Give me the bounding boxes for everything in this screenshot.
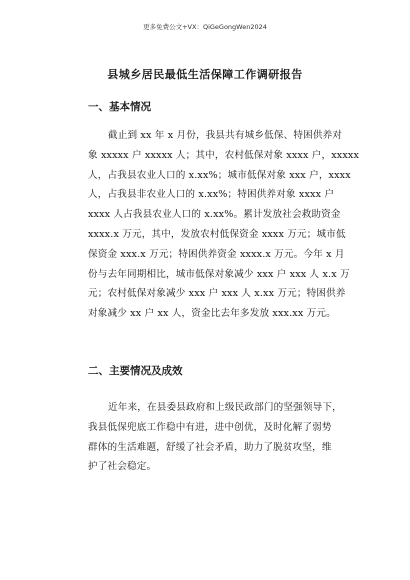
paragraph-line: 近年来，在县委县政府和上级民政部门的坚强领导下， [108,402,342,413]
paragraph-line: 截止到 xx 年 x 月份，我县共有城乡低保、特困供养对 [108,130,343,141]
paragraph-line: xxxx 人占我县农业人口的 x.xx%。累计发放社会救助资金 [88,209,341,221]
section2-paragraph [88,398,342,477]
paragraph-line: 保资金 xxx.x 万元；特困供养资金 xxxx.x 万元。今年 x 月 [88,248,345,260]
paragraph-line: 象 xxxxx 户 xxxxx 人；其中，农村低保对象 xxxx 户，xxxxx [88,149,360,161]
paragraph-line: 群体的生活难题，舒缓了社会矛盾，助力了脱贫攻坚，维 [88,441,332,453]
section-heading-basic-situation: 一、基本情况 [88,101,151,113]
paragraph-line: xxxx.x 万元，其中，发放农村低保资金 xxxx 万元；城市低 [88,228,346,240]
paragraph-line: 人，占我县非农业人口的 x.xx%；特困供养对象 xxxx 户 [88,189,335,201]
paragraph-line: 护了社会稳定。 [88,461,157,473]
paragraph-line: 元；农村低保对象减少 xxx 户 xxx 人 x.xx 万元；特困供养 [88,288,346,300]
header-note: 更多免费公文+VX：QiGeGongWen2024 [143,23,267,31]
section1-paragraph [88,126,360,324]
section-heading-main-results: 二、主要情况及成效 [88,365,183,377]
paragraph-line: 人，占我县农业人口的 x.xx%；城市低保对象 xxx 户，xxxx [88,169,351,181]
paragraph-line: 对象减少 xx 户 xx 人，资金比去年多发放 xxx.xx 万元。 [88,308,336,320]
paragraph-line: 份与去年同期相比，城市低保对象减少 xxx 户 xxx 人 x.x 万 [88,268,350,280]
paragraph-line: 我县低保兜底工作稳中有进，进中创优，及时化解了弱势 [88,421,332,433]
document-title: 县城乡居民最低生活保障工作调研报告 [107,68,303,81]
